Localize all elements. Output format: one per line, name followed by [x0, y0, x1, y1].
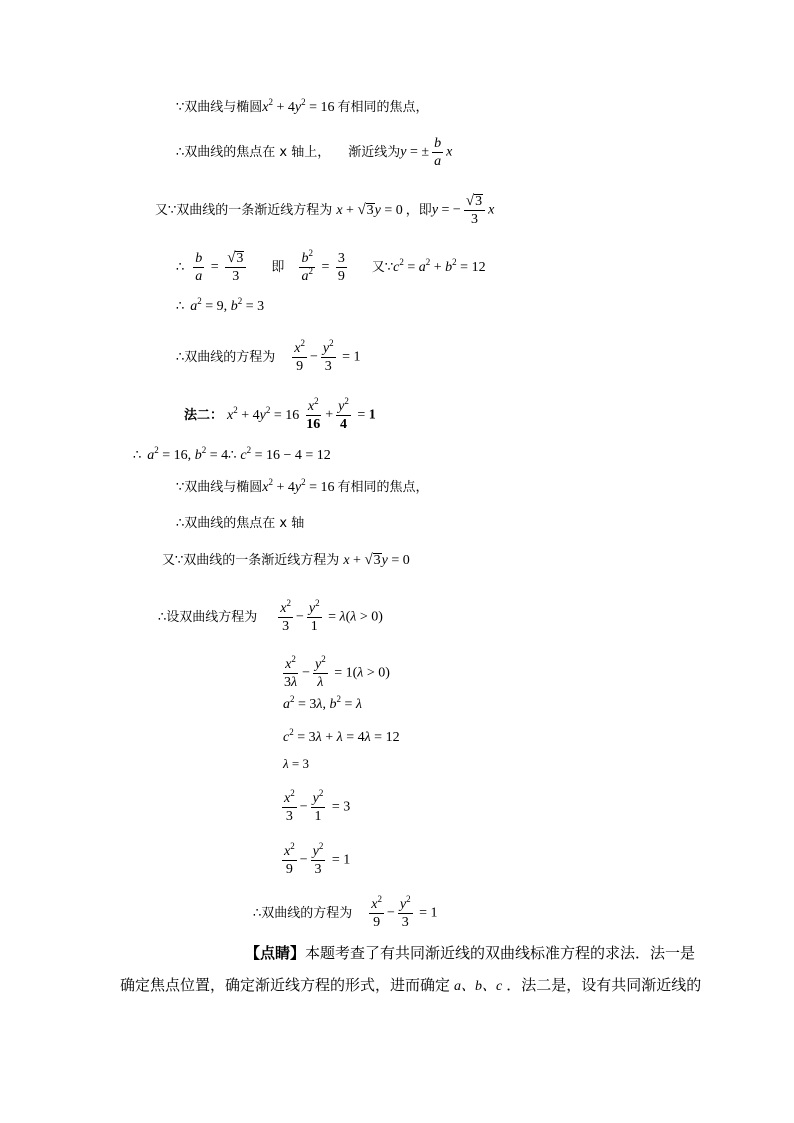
ellipse-equation: $x^2 + 4y^2 = 16$ — [262, 97, 335, 115]
therefore-symbol: ∴ — [176, 516, 185, 531]
ratio-b-over-a: $\frac{b}{a}$ = √ 3 3 — [190, 250, 249, 285]
therefore-symbol: ∴ — [158, 609, 167, 625]
line-result-2 — [253, 896, 438, 931]
ratio-squared: $\frac{b^2}{a^2}$ = $\frac{3}{9}$ — [301, 248, 345, 284]
comment-text-2b: ．法二是，设有共同渐近线的 — [506, 976, 702, 994]
asymptote-slope-form: y = − √ 3 3 x — [431, 193, 495, 227]
line-focus-x-axis — [176, 135, 452, 170]
because-symbol: ∵ — [168, 202, 177, 218]
line-ratio — [176, 250, 486, 285]
lambda-final: $\frac{x^2}{9}$ − $\frac{y^2}{3}$ = 1 — [284, 841, 351, 877]
text-hyperbola-equation-is: 双曲线的方程为 — [184, 349, 276, 365]
therefore-symbol: ∴ — [176, 299, 185, 314]
text-focus-on-x-2: 双曲线的焦点在 x 轴 — [184, 516, 305, 531]
lambda-a2-b2: $a^2 = 3\lambda$, $b^2 = \lambda$ — [283, 694, 362, 712]
therefore-symbol: ∴ — [228, 448, 237, 463]
line-lambda-c2 — [283, 727, 400, 746]
line-ellipse-params — [133, 445, 331, 464]
line-a2-b2 — [176, 296, 265, 315]
lambda-value: λ = 3 — [283, 756, 309, 771]
line-lambda-final — [282, 843, 350, 878]
text-same-focus: 有相同的焦点， — [337, 100, 429, 115]
a2-b2-values: $a^2 = 9$, $b^2 = 3$ — [190, 296, 265, 314]
therefore-symbol: ∴ — [176, 259, 185, 275]
hyperbola-result-2: $\frac{x^2}{9}$ − $\frac{y^2}{3}$ = 1 — [371, 894, 438, 930]
text-one-asymptote: 双曲线的一条渐近线方程为 — [176, 202, 333, 218]
line-ellipse-focus-2 — [176, 477, 429, 496]
line-focus-x-axis-2 — [176, 516, 304, 532]
comment-text-2a: 确定焦点位置，确定渐近线方程的形式，进而确定 — [120, 976, 451, 994]
because-symbol: ∵ — [384, 259, 394, 275]
comment-line-1 — [245, 937, 695, 969]
text-you-3: 又 — [162, 553, 176, 568]
asymptote-equation: x + √ 3 y = 0 — [336, 201, 403, 218]
line-ellipse-focus-1 — [176, 97, 429, 116]
hyperbola-result-1: $\frac{x^2}{9}$ − $\frac{y^2}{3}$ = 1 — [294, 338, 361, 374]
ellipse-a2-b2: $a^2 = 16$, $b^2 = 4$ — [147, 445, 229, 463]
text-one-asymptote-2: 双曲线的一条渐近线方程为 — [183, 553, 340, 568]
line-result-1 — [176, 340, 361, 375]
therefore-symbol: ∴ — [176, 349, 185, 365]
therefore-symbol: ∴ — [253, 905, 262, 921]
lambda-normalized: $\frac{x^2}{3\lambda}$ − $\frac{y^2}{\lambda}$ = 1(λ > 0) — [284, 654, 390, 690]
text-hyperbola-equation-is-2: 双曲线的方程为 — [261, 905, 353, 921]
comment-tag: 【点睛】 — [245, 944, 306, 962]
comment-line-2 — [120, 969, 701, 1003]
line-lambda-a2-b2 — [283, 694, 362, 713]
ellipse-c2: $c^2 = 16 - 4 = 12$ — [240, 445, 331, 463]
comment-text-1: 本题考查了有共同渐近线的双曲线标准方程的求法．法一是 — [305, 944, 696, 962]
line-set-equation — [158, 600, 383, 635]
line-given-asymptote — [155, 193, 494, 228]
text-set-hyperbola: 设双曲线方程为 — [166, 609, 258, 625]
line-lambda-value — [283, 756, 309, 772]
text-ji: ，即 — [405, 202, 432, 218]
ellipse-equation-3: $x^2 + 4y^2 = 16$ — [262, 477, 335, 495]
line-method-two — [184, 398, 376, 433]
text-ji-2: 即 — [271, 259, 285, 275]
because-symbol: ∵ — [176, 100, 185, 115]
text-you: 又 — [155, 202, 169, 218]
line-lambda-substituted — [282, 790, 350, 825]
comment-vars: a、b、c — [454, 979, 503, 994]
line-lambda-normalized — [282, 656, 390, 691]
method-two-label: 法二： — [184, 407, 224, 423]
ellipse-standard-form: $\frac{x^2}{16}$ + $\frac{y^2}{4}$ = 1 — [306, 396, 376, 432]
because-symbol: ∵ — [176, 480, 185, 495]
text-asymptote-is: 渐近线为 — [348, 144, 401, 160]
lambda-c2: $c^2 = 3\lambda + \lambda = 4\lambda = 12$ — [283, 727, 400, 745]
text-focus-on-x: 双曲线的焦点在 x 轴上， — [184, 144, 331, 160]
ellipse-equation-2: $x^2 + 4y^2 = 16$ — [227, 404, 300, 423]
because-symbol: ∵ — [175, 553, 184, 568]
text-hyperbola-and-ellipse: 双曲线与椭圆 — [184, 100, 263, 115]
therefore-symbol: ∴ — [133, 448, 142, 463]
text-same-focus-2: 有相同的焦点， — [337, 480, 429, 495]
c-squared-equation: $c^2 = a^2 + b^2 = 12$ — [393, 256, 486, 275]
therefore-symbol: ∴ — [176, 144, 185, 160]
text-you-2: 又 — [371, 259, 385, 275]
text-hyperbola-and-ellipse-2: 双曲线与椭圆 — [184, 480, 263, 495]
asymptote-equation-2: x + √ 3 y = 0 — [343, 552, 410, 568]
line-given-asymptote-2 — [162, 553, 410, 569]
lambda-substituted: $\frac{x^2}{3}$ − $\frac{y^2}{1}$ = 3 — [284, 788, 351, 824]
lambda-equation: $\frac{x^2}{3}$ − $\frac{y^2}{1}$ = λ(λ > 0) — [280, 598, 383, 634]
asymptote-formula: y = ± $\frac{b}{a}$ x — [400, 136, 453, 169]
